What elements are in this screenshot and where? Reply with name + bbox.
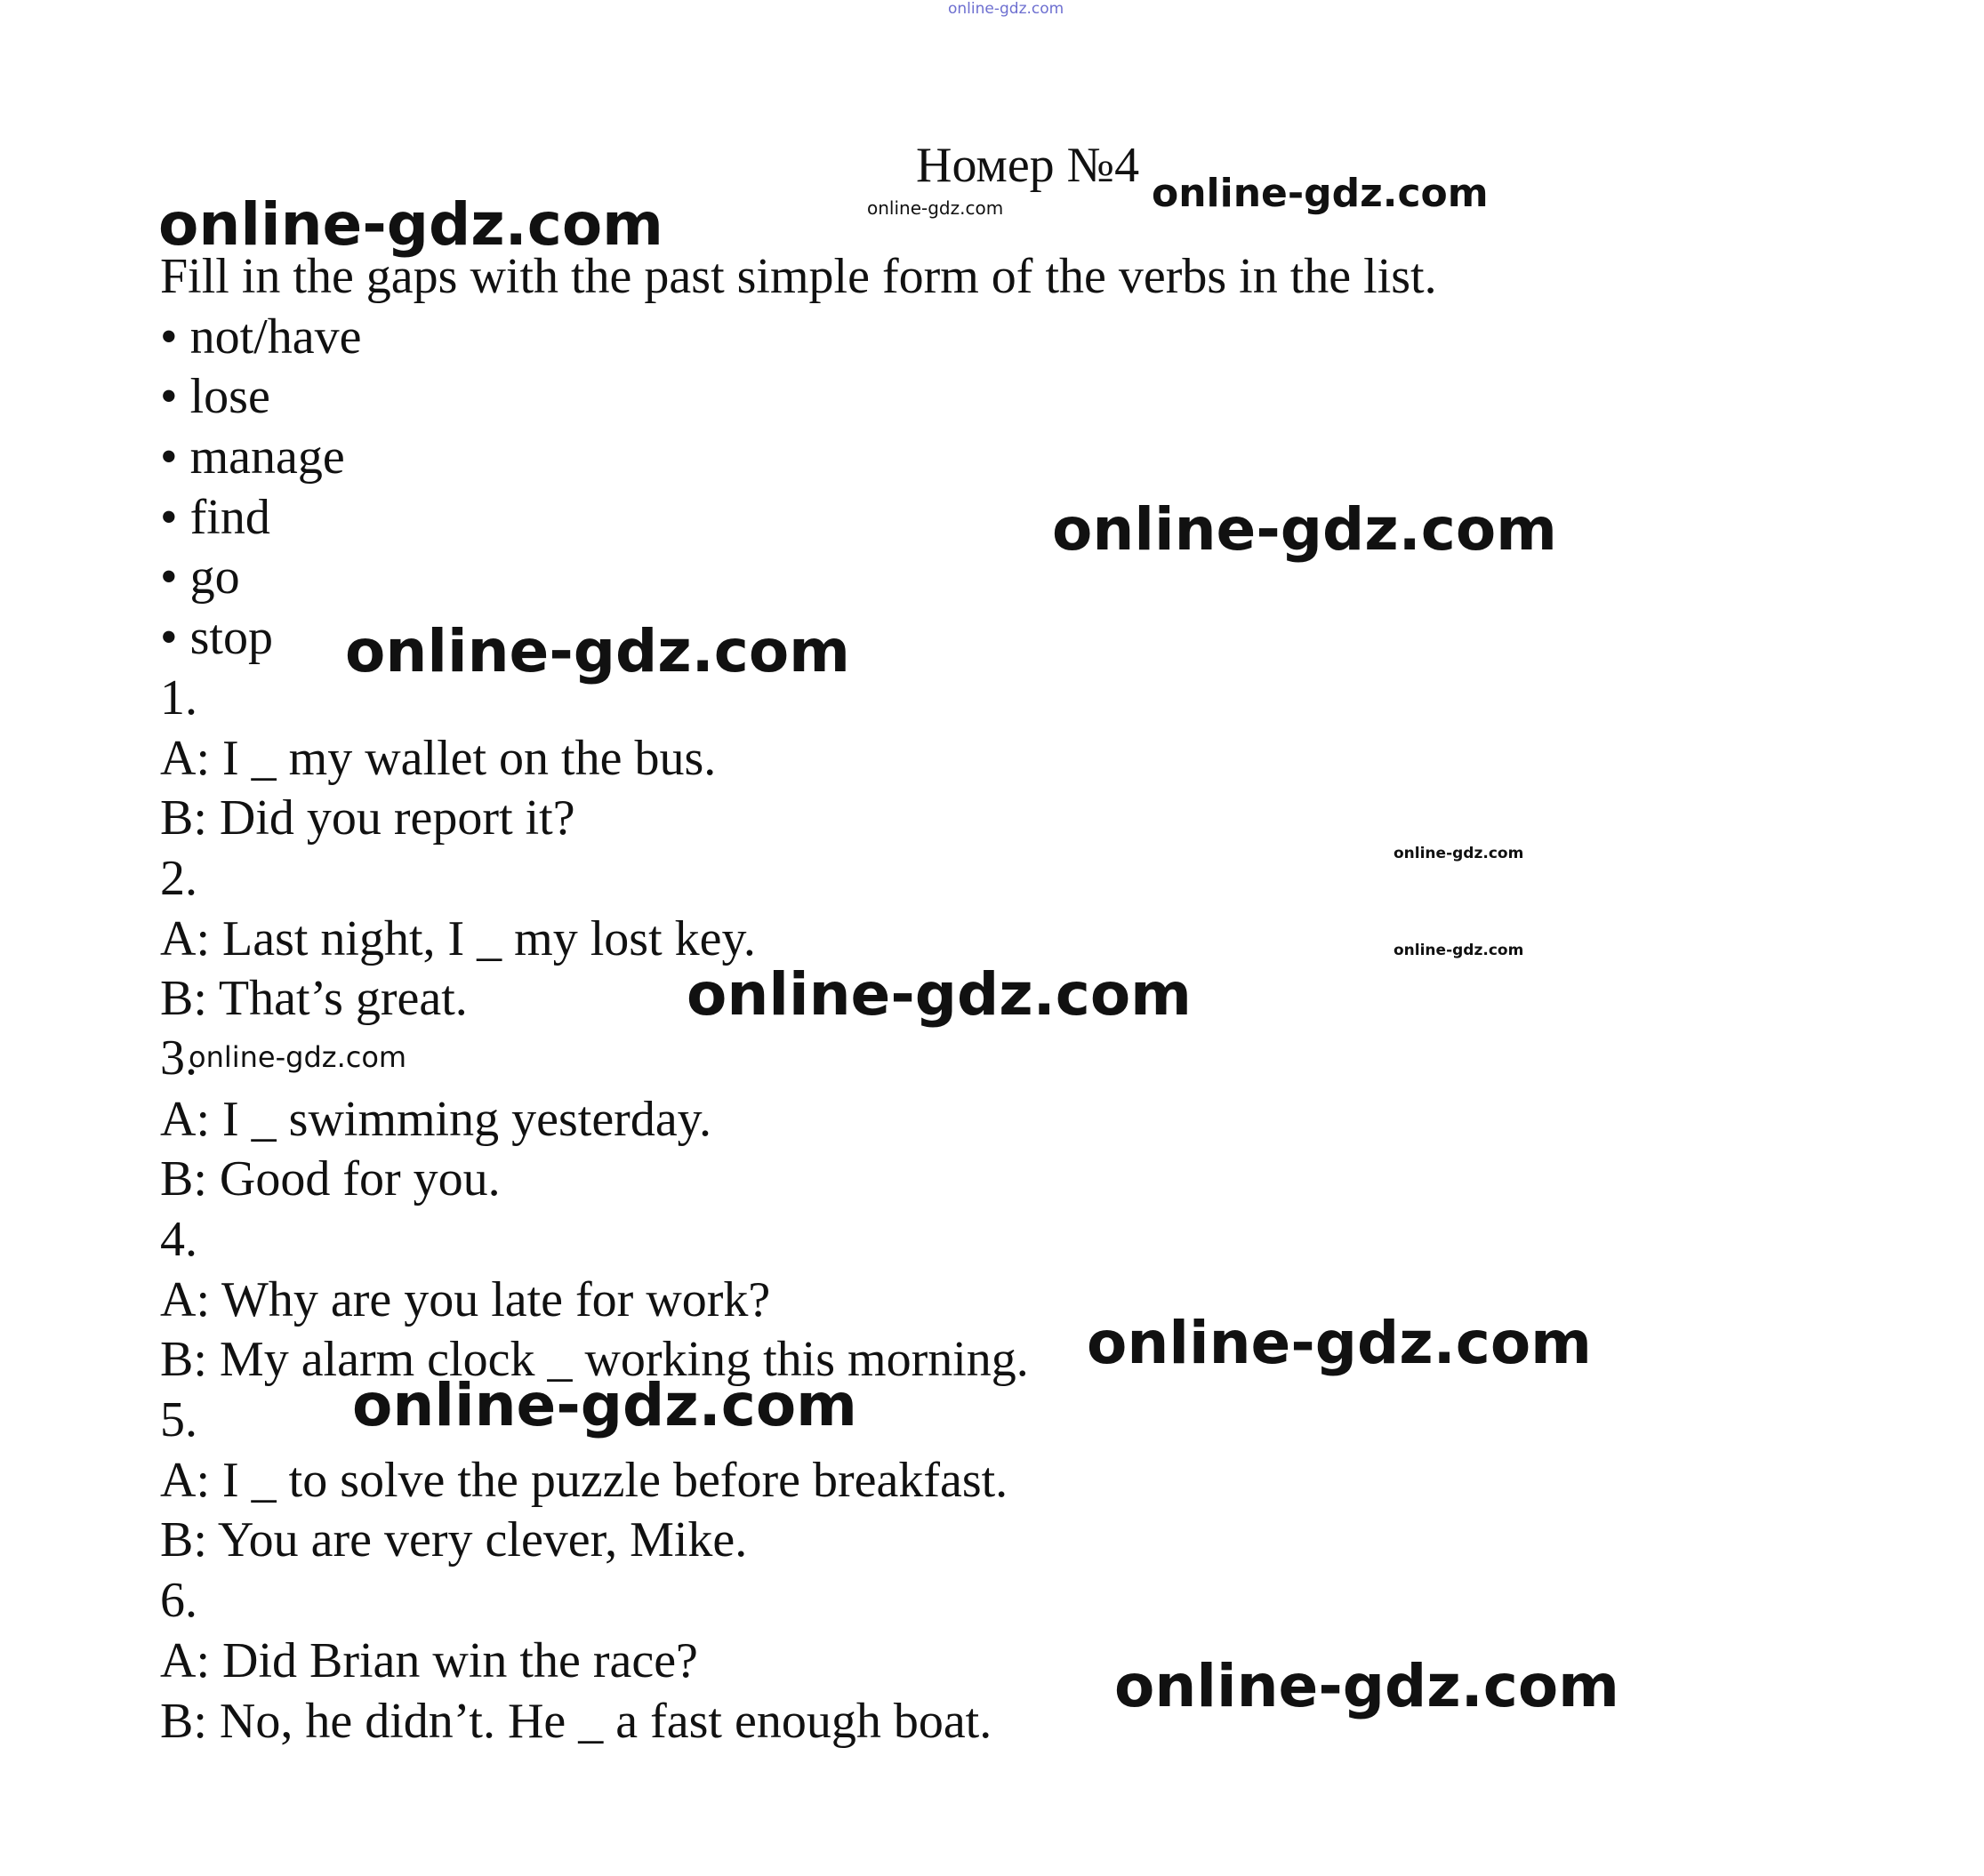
verb-item: • lose bbox=[160, 369, 270, 425]
dialogue-line-a: A: I _ swimming yesterday. bbox=[160, 1091, 712, 1147]
exercise-number: 2. bbox=[160, 850, 197, 906]
watermark-top: online-gdz.com bbox=[948, 0, 1064, 18]
exercise-number: 5. bbox=[160, 1392, 197, 1448]
page-title: Номер №4 bbox=[916, 138, 1140, 193]
exercise-5 bbox=[160, 1391, 1437, 1571]
exercise-4 bbox=[160, 1210, 1437, 1391]
dialogue-line-b: B: That’s great. bbox=[160, 971, 468, 1027]
verb-item: • go bbox=[160, 549, 240, 605]
watermark-small-2: online-gdz.com bbox=[1394, 942, 1524, 959]
dialogue-line-a: A: Why are you late for work? bbox=[160, 1271, 771, 1327]
dialogue-line-b: B: My alarm clock _ working this morning. bbox=[160, 1332, 1029, 1388]
exercise-1 bbox=[160, 669, 1437, 849]
instruction: Fill in the gaps with the past simple form of the verbs in the list. bbox=[160, 249, 1437, 304]
dialogue-line-b: B: No, he didn’t. He _ a fast enough boat. bbox=[160, 1693, 992, 1749]
verb-item: • stop bbox=[160, 610, 273, 666]
watermark-header-left: online-gdz.com bbox=[158, 190, 663, 259]
dialogue-line-a: A: I _ my wallet on the bus. bbox=[160, 730, 717, 786]
dialogue-line-b: B: Did you report it? bbox=[160, 790, 575, 846]
watermark-ex4: online-gdz.com bbox=[1087, 1309, 1592, 1377]
verb-list bbox=[160, 308, 1437, 669]
dialogue-line-a: A: I _ to solve the puzzle before breakfast. bbox=[160, 1452, 1008, 1508]
watermark-ex3-number: online-gdz.com bbox=[189, 1040, 407, 1074]
dialogue-line-a: A: Did Brian win the race? bbox=[160, 1632, 698, 1688]
watermark-ex5: online-gdz.com bbox=[352, 1371, 857, 1439]
exercise-number: 4. bbox=[160, 1212, 197, 1267]
exercise-3-number-visible: 3. bbox=[160, 1030, 197, 1086]
watermark-title-right: online-gdz.com bbox=[1152, 171, 1489, 216]
exercise-6 bbox=[160, 1571, 1437, 1752]
watermark-ex2: online-gdz.com bbox=[687, 960, 1192, 1029]
watermark-verbs: online-gdz.com bbox=[345, 617, 850, 685]
verb-item: • not/have bbox=[160, 309, 362, 365]
dialogue-line-b: B: Good for you. bbox=[160, 1151, 501, 1207]
exercise-3 bbox=[160, 1030, 1437, 1210]
verb-item: • find bbox=[160, 489, 270, 545]
dialogue-line-b: B: You are very clever, Mike. bbox=[160, 1512, 748, 1568]
exercise-number: 1. bbox=[160, 669, 197, 726]
dialogue-line-a: A: Last night, I _ my lost key. bbox=[160, 910, 756, 966]
exercise-number bbox=[160, 1030, 1437, 1090]
exercise-number: 6. bbox=[160, 1573, 197, 1629]
watermark-under-title: online-gdz.com bbox=[867, 197, 1004, 219]
watermark-ex6: online-gdz.com bbox=[1114, 1652, 1619, 1720]
verb-item: • manage bbox=[160, 429, 345, 485]
watermark-small-1: online-gdz.com bbox=[1394, 845, 1524, 862]
exercise-2 bbox=[160, 849, 1437, 1030]
exercise-content bbox=[160, 247, 1437, 1752]
watermark-mid-right: online-gdz.com bbox=[1052, 495, 1557, 564]
